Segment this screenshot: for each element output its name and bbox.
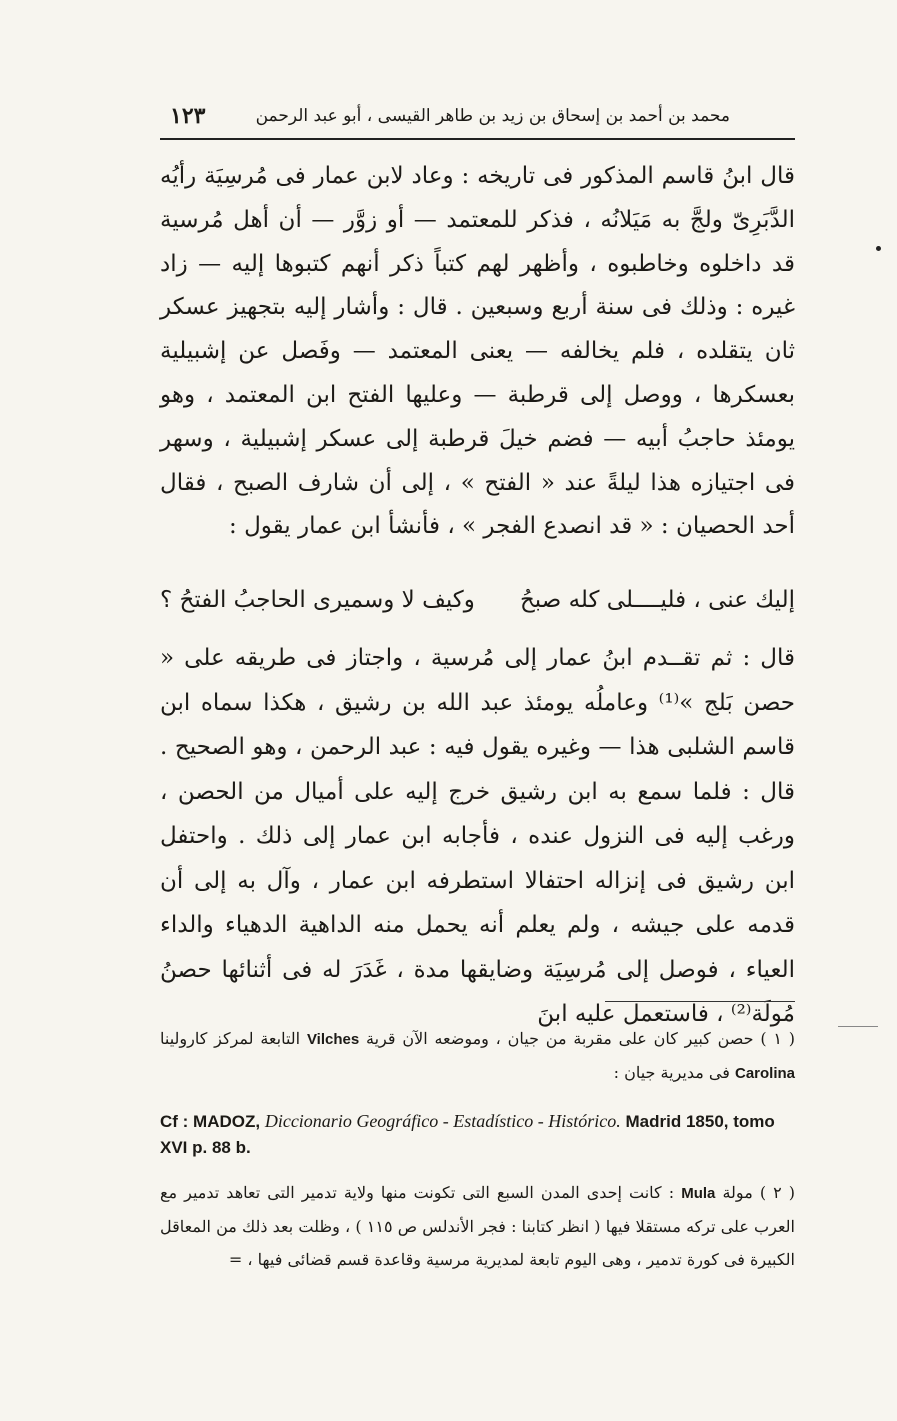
paragraph-2: قال : ثم تقــدم ابنُ عمار إلى مُرسية ، واجتاز فى طريقه على « حصن بَلج »⁽¹⁾ وعاملُه يومئذ عبد الله بن رشيق ، هكذا سماه ابن قاسم الشلبى هذا — وغيره يقول فيه : عبد الرحمن ، وهو الصحيح . قال : فلما سمع به ابن رشيق خرج إليه على أميال من الحصن ، ورغب إليه فى النزول عنده ، فأجابه ابن عمار إلى ذلك . واحتفل ابن رشيق فى إنزاله احتفالا استطرفه ابن عمار ، وآل به إلى أن قدمه على جيشه ، ولم يعلم أنه يحمل منه الداهية الدهياء والداء العياء ، فوصل إلى مُرسِيَة وضايقها مدة ، غَدَرَ له فى أثنائها حصنُ مُولَة⁽²⁾ ، فاستعمل عليه ابنَ bbox=[160, 645, 795, 1027]
footnote-2-text-b: : كانت إحدى المدن السبع التى تكونت منها ولاية تدمير التى تعاهد تدمير مع العرب على تركه مستقلا فيها ( انظر كتابنا : فجر الأندلس ص ١١٥ ) ، وظلت بعد ذلك من المعاقل الكبيرة فى كورة تدمير ، وهى اليوم تابعة لمديرية مرسية وقاعدة قسم قضائى فيها ، = bbox=[160, 1183, 795, 1269]
footnote-1-reference bbox=[160, 1108, 800, 1161]
page-number: ١٢٣ bbox=[170, 103, 206, 129]
margin-mark bbox=[838, 1026, 878, 1027]
verse-second-hemistich: وكيف لا وسميرى الحاجبُ الفتحُ ؟ bbox=[160, 587, 475, 613]
paragraph-1: قال ابنُ قاسم المذكور فى تاريخه : وعاد لابن عمار فى مُرسِيَة رأيُه الدَّبَرِىّ ولجَّ به مَيَلانُه ، فذكر للمعتمد — أو زوَّر — أن أهل مُرسية قد داخلوه وخاطبوه ، وأظهر لهم كتباً ذكر أنهم كتبوها إليه — زاد غيره : وذلك فى سنة أربع وسبعين . قال : وأشار إليه بتجهيز عسكر ثان يتقلده ، فلم يخالفه — يعنى المعتمد — وفَصل عن إشبيلية بعسكرها ، ووصل إلى قرطبة — وعليها الفتح ابن المعتمد ، وهو يومئذ حاجبُ أبيه — فضم خيلَ قرطبة إلى عسكر إشبيلية ، وسهر فى اجتيازه هذا ليلةً عند « الفتح » ، إلى أن شارف الصبح ، فقال أحد الحصيان : « قد انصدع الفجر » ، فأنشأ ابن عمار يقول : bbox=[160, 163, 795, 540]
footnote-1 bbox=[160, 1022, 795, 1090]
margin-dot bbox=[876, 246, 881, 251]
running-head bbox=[170, 98, 730, 134]
footnote-1-text-b: التابعة لمركز كارولينا bbox=[160, 1029, 301, 1048]
main-text bbox=[160, 155, 795, 549]
reference-title: Diccionario Geográfico - Estadístico - Histórico. bbox=[264, 1111, 621, 1131]
footnote-1-carolina: Carolina bbox=[734, 1065, 795, 1082]
footnote-2-mula: Mula bbox=[681, 1185, 716, 1202]
header-rule bbox=[160, 138, 795, 140]
footnote-1-vilches: Vilches bbox=[306, 1031, 360, 1048]
reference-prefix: Cf : MADOZ, bbox=[160, 1112, 265, 1131]
running-head-title: محمد بن أحمد بن إسحاق بن زيد بن طاهر القيسى ، أبو عبد الرحمن bbox=[255, 106, 730, 126]
footnote-rule bbox=[605, 1001, 795, 1002]
footnote-1-text-a: ( ١ ) حصن كبير كان على مقربة من جيان ، وموضعه الآن قرية bbox=[366, 1029, 796, 1048]
reference-suffix: Madrid 1850, tomo XVI p. 88 b. bbox=[160, 1112, 775, 1157]
verse-line bbox=[160, 578, 795, 622]
footnote-2 bbox=[160, 1176, 795, 1276]
footnote-1-text-c: فى مديرية جيان : bbox=[613, 1063, 730, 1082]
verse-first-hemistich: إليك عنى ، فليــــلى كله صبحُ bbox=[519, 587, 795, 613]
footnote-2-text-a: ( ٢ ) مولة bbox=[722, 1183, 796, 1202]
